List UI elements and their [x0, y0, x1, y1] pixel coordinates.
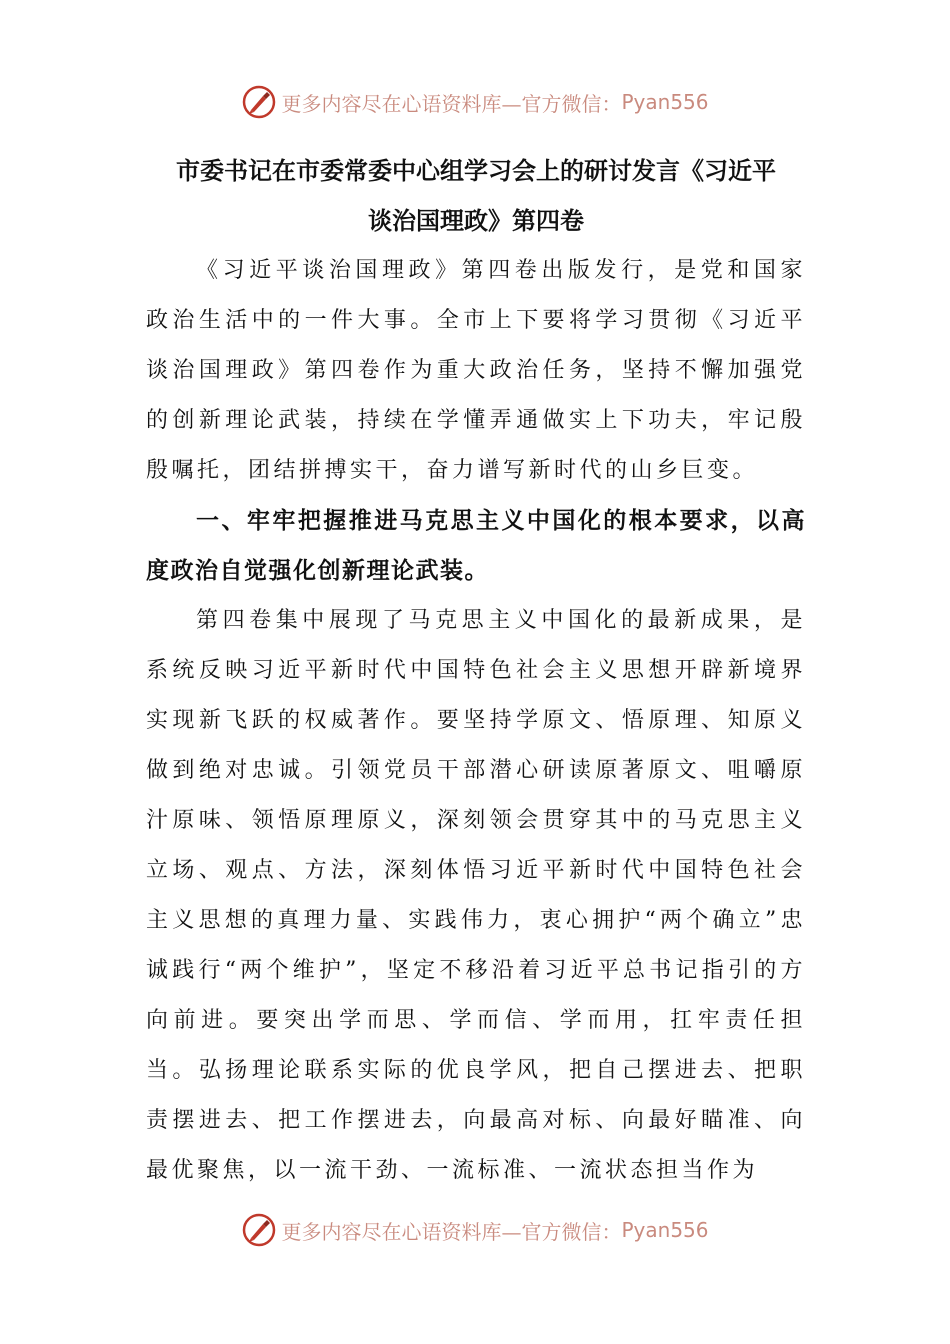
pen-logo-icon: [241, 1212, 277, 1248]
section-1-paragraph: 第四卷集中展现了马克思主义中国化的最新成果，是系统反映习近平新时代中国特色社会主义思想开辟新境界实现新飞跃的权威著作。要坚持学原文、悟原理、知原义做到绝对忠诚。引领党员干部潜心研读原著原文、咀嚼原汁原味、领悟原理原义，深刻领会贯穿其中的马克思主义立场、观点、方法，深刻体悟习近平新时代中国特色社会主义思想的真理力量、实践伟力，衷心拥护“两个确立”忠诚践行“两个维护”，坚定不移沿着习近平总书记指引的方向前进。要突出学而思、学而信、学而用，扛牢责任担当。弘扬理论联系实际的优良学风，把自己摆进去、把职责摆进去、把工作摆进去，向最高对标、向最好瞄准、向最优聚焦，以一流干劲、一流标准、一流状态担当作为: [146, 608, 806, 1183]
document-title-line-2: 谈治国理政》第四卷: [368, 207, 584, 235]
watermark-wechat-id: Pyan556: [621, 90, 709, 114]
watermark-text: 更多内容尽在心语资料库—官方微信：: [281, 1219, 622, 1244]
document-body: [146, 146, 806, 1196]
section-1-heading: 一、牢牢把握推进马克思主义中国化的根本要求，以高度政治自觉强化创新理论武装。: [146, 508, 806, 584]
watermark-banner-top: [0, 80, 950, 124]
watermark-wechat-id: Pyan556: [621, 1218, 709, 1242]
watermark-banner-bottom: [0, 1208, 950, 1252]
watermark-text: 更多内容尽在心语资料库—官方微信：: [281, 91, 622, 116]
document-title-line-1: 市委书记在市委常委中心组学习会上的研讨发言《习近平: [176, 157, 776, 185]
intro-paragraph: 《习近平谈治国理政》第四卷出版发行，是党和国家政治生活中的一件大事。全市上下要将学习贯彻《习近平谈治国理政》第四卷作为重大政治任务，坚持不懈加强党的创新理论武装，持续在学懂弄通做实上下功夫，牢记殷殷嘱托，团结拼搏实干，奋力谱写新时代的山乡巨变。: [146, 258, 806, 483]
pen-logo-icon: [241, 84, 277, 120]
